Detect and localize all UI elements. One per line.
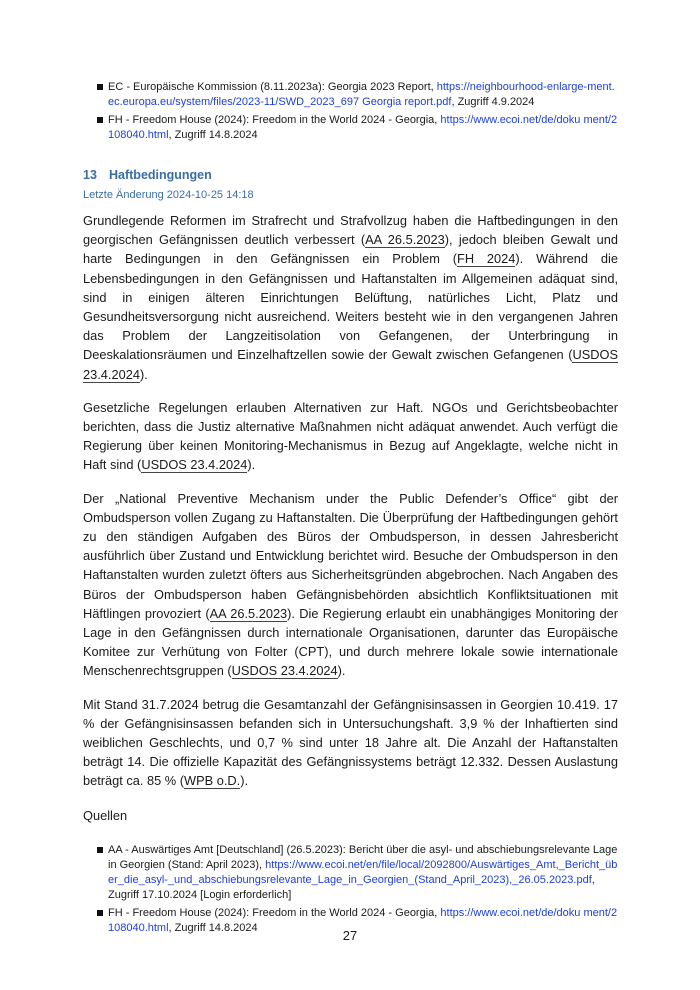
paragraph-text: ). Die Regierung erlaubt ein unabhängiges Monitoring der Lage in den Gefängnissen durch internationale Organisationen, darunter das Europäische Komitee zur Verhütung von Folter (CPT), und durch mehrere lokale sowie internationale Menschenrechtsgruppen (	[83, 605, 618, 679]
paragraph-text: ). Während die Lebensbedingungen in den Gefängnissen und Haftanstalten im Allgemeinen adäquat sind, sind in einigen älteren Einrichtungen Belüftung, natürliches Licht, Platz und Gesundheitsversorgung nicht ausreichend. Weiters besteht wie in den vergangenen Jahren das Problem der Langzeitisolation von Gefangenen, der Unterbringung in Deeskalationsräumen und Einzelhaftzellen sowie der Gewalt zwischen Gefangenen (	[83, 251, 618, 363]
source-access: , Zugriff 14.8.2024	[168, 921, 258, 934]
source-text: EC - Europäische Kommission (8.11.2023a): Georgia 2023 Report,	[108, 81, 437, 93]
list-item	[97, 843, 618, 903]
square-bullet-icon	[97, 847, 103, 853]
source-link[interactable]: https://www.ecoi.net/en/file/local/2092800/Auswärtiges_Amt,_Bericht_über_die_asyl-_und_abschiebungsrelevante_Lage_in_Georgien_(Stand_April_2023),_26.05.2023.pdf	[108, 858, 618, 886]
top-sources-list	[83, 80, 618, 143]
source-access: , Zugriff 17.10.2024 [Login erforderlich]	[108, 873, 595, 901]
last-changed: Letzte Änderung 2024-10-25 14:18	[83, 189, 254, 201]
section-number: 13	[83, 168, 97, 182]
paragraph-text: Grundlegende Reformen im Strafrecht und Strafvollzug haben die Haftbedingungen in den georgischen Gefängnissen deutlich verbessert (	[83, 213, 618, 248]
paragraph-text: Gesetzliche Regelungen erlauben Alternativen zur Haft. NGOs und Gerichtsbeobachter berichten, dass die Justiz alternative Maßnahmen nicht adäquat anwendet. Auch verfügt die Regierung über keinen Monitoring-Mechanismus in Bezug auf Angeklagte, welche nicht in Haft sind (	[83, 399, 618, 473]
citation-link[interactable]: AA 26.5.2023	[365, 232, 445, 248]
source-text: FH - Freedom House (2024): Freedom in the World 2024 - Georgia,	[108, 114, 441, 126]
bottom-sources-list	[83, 843, 618, 936]
source-access: , Zugriff 4.9.2024	[451, 96, 535, 108]
page-number: 27	[342, 928, 358, 943]
paragraph-4	[83, 695, 618, 791]
paragraph-text: ).	[247, 457, 256, 473]
section-heading	[83, 168, 618, 182]
source-link[interactable]: https://www.ecoi.net/de/doku ment/2108040.html	[108, 114, 618, 141]
paragraph-1	[83, 211, 618, 384]
paragraph-text: Mit Stand 31.7.2024 betrug die Gesamtanzahl der Gefängnisinsassen in Georgien 10.419. 17 % der Gefängnisinsassen befanden sich in Untersuchungshaft. 3,9 % der Inhaftierten sind weiblichen Geschlechts, und 0,7 % sind unter 18 Jahre alt. Die Anzahl der Haftanstalten beträgt 14. Die offizielle Kapazität des Gefängnissystems beträgt 12.332. Dessen Auslastung beträgt ca. 85 % (	[83, 696, 618, 789]
source-link[interactable]: https://www.ecoi.net/de/doku ment/2108040.html	[108, 906, 618, 934]
citation-link[interactable]: USDOS 23.4.2024	[83, 347, 618, 382]
paragraph-text: ), jedoch bleiben Gewalt und harte Bedingungen in den Gefängnissen ein Problem (	[83, 232, 618, 267]
sources-label: Quellen	[83, 807, 128, 823]
citation-link[interactable]: FH 2024	[457, 251, 516, 267]
paragraph-text: ).	[240, 773, 249, 789]
source-text: FH - Freedom House (2024): Freedom in the World 2024 - Georgia,	[108, 906, 441, 919]
citation-link[interactable]: AA 26.5.2023	[209, 605, 288, 621]
document-page	[83, 80, 618, 939]
source-text: AA - Auswärtiges Amt [Deutschland] (26.5.2023): Bericht über die asyl- und abschiebungsrelevante Lage in Georgien (Stand: April 2023),	[108, 843, 618, 871]
paragraph-text: ).	[337, 663, 346, 679]
square-bullet-icon	[97, 910, 103, 916]
square-bullet-icon	[97, 84, 103, 90]
citation-link[interactable]: USDOS 23.4.2024	[141, 457, 248, 473]
section-title: Haftbedingungen	[109, 168, 212, 182]
square-bullet-icon	[97, 117, 103, 123]
source-link[interactable]: https://neighbourhood-enlarge-ment.ec.europa.eu/system/files/2023-11/SWD_2023_697 Georgia report.pdf	[108, 81, 615, 108]
paragraph-text: ).	[139, 366, 148, 382]
list-item	[97, 80, 618, 110]
paragraph-text: Der „National Preventive Mechanism under the Public Defender’s Office“ gibt der Ombudsperson vollen Zugang zu Haftanstalten. Die Überprüfung der Haftbedingungen gehört zu den ständigen Aufgaben des Büros der Ombudsperson, in dessen Jahresbericht ausführlich über Zustand und Entwicklung berichtet wird. Besuche der Ombudsperson in den Haftanstalten wurden zuletzt öfters aus Sicherheitsgründen abgebrochen. Nach Angaben des Büros der Ombudsperson haben Gefängnisbehörden absichtlich Konfliktsituationen mit Häftlingen provoziert (	[83, 490, 618, 621]
list-item	[97, 113, 618, 143]
citation-link[interactable]: USDOS 23.4.2024	[231, 663, 338, 679]
citation-link[interactable]: WPB o.D.	[184, 773, 241, 789]
paragraph-3	[83, 489, 618, 681]
source-access: , Zugriff 14.8.2024	[168, 129, 258, 141]
paragraph-2	[83, 398, 618, 475]
